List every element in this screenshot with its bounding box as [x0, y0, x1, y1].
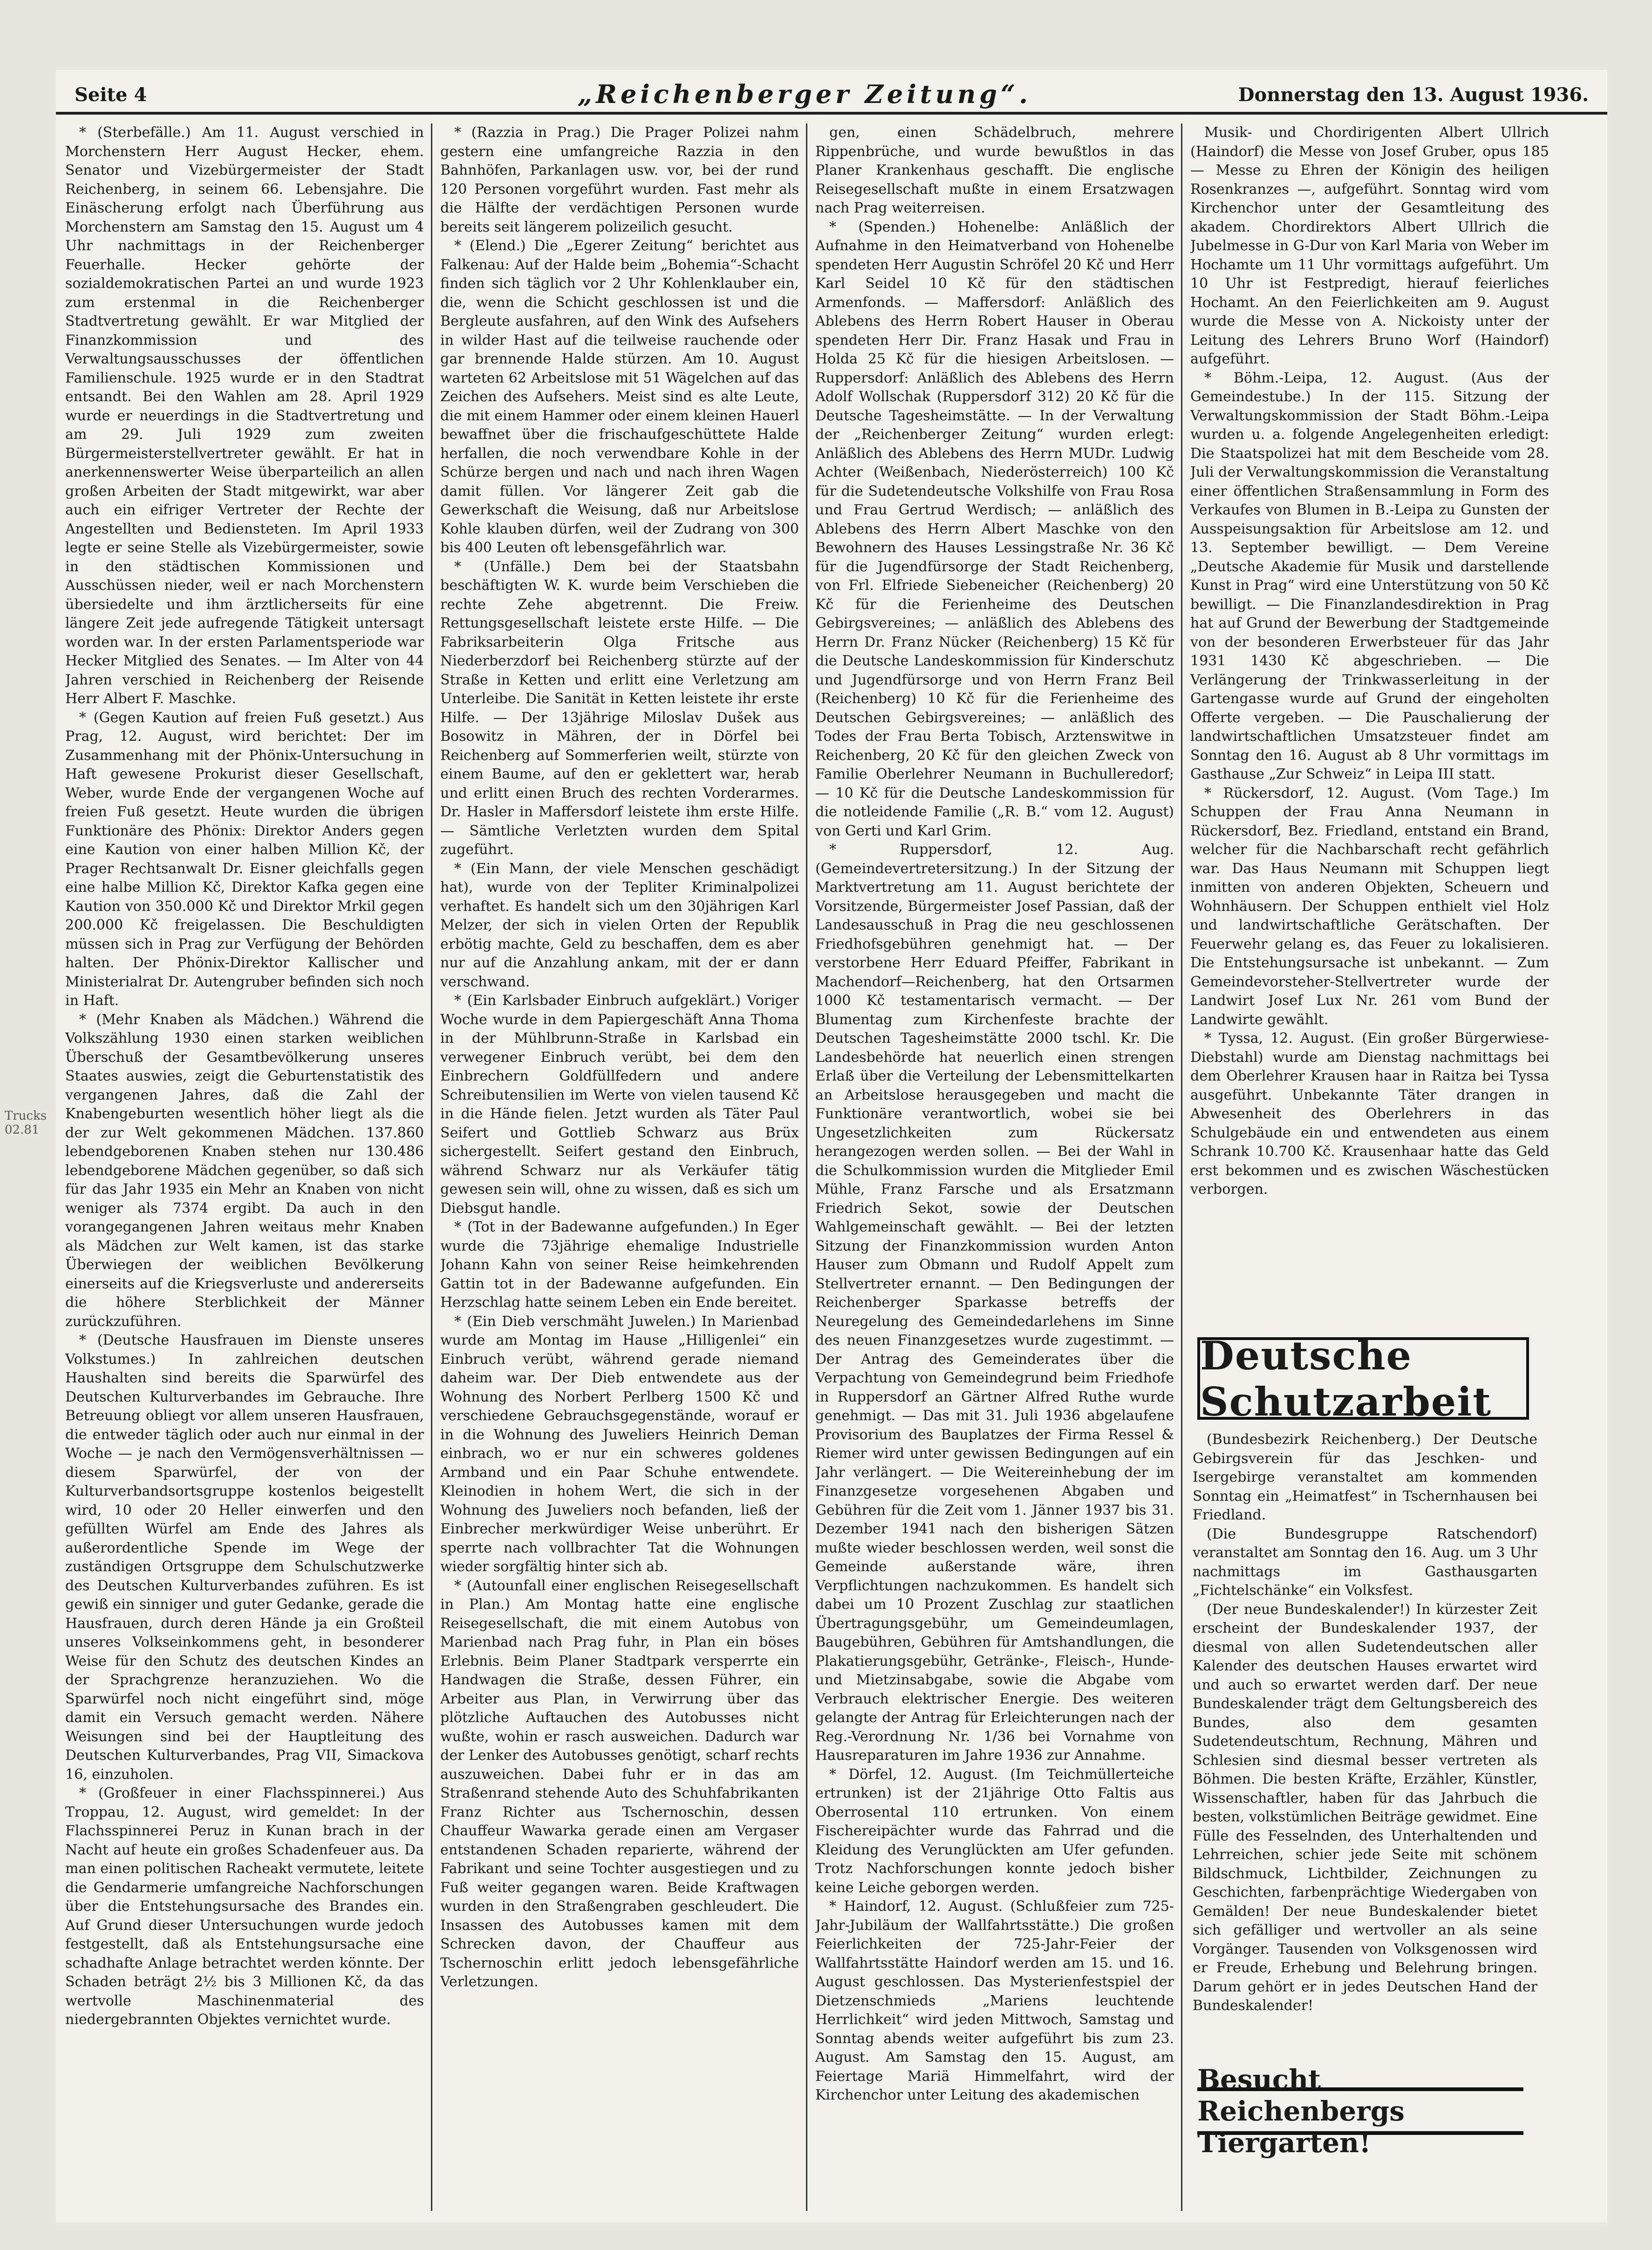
article-autounfall-cont: gen, einen Schädelbruch, mehrere Rippenbrüche, und wurde bewußtlos in das Planer Krankenhaus geschafft. Die englische Reisegesellschaft mußte in einem Ersatzwagen nach Prag weiterreisen.	[815, 124, 1174, 216]
article-razzia: * (Razzia in Prag.) Die Prager Polizei nahm gestern eine umfangreiche Razzia in den Bahnhöfen, Parkanlagen usw. vor, bei der rund 120 Personen vorgeführt wurden. Fast mehr als die Hälfte der verdächtigen Personen wurde bereits seit längerem polizeilich gesucht.	[440, 124, 799, 235]
article-tyssa: * Tyssa, 12. August. (Ein großer Bürgerwiese-Diebstahl) wurde am Dienstag nachmittags bei dem Oberlehrer Krausen haar in Raitza bei Tyssa ausgeführt. Unbekannte Täter drangen in Abwesenheit des Oberlehrers in das Schulgebäude ein und entwendeten aus einem Schrank 10.700 Kč. Krausenhaar hatte das Geld erst bekommen und es zwischen Wäschestücken verborgen.	[1190, 1030, 1549, 1197]
article-haindorf-cont: Musik- und Chordirigenten Albert Ullrich (Haindorf) die Messe von Josef Gruber, opus 185 — Messe zu Ehren der Königin des heiligen Rosenkranzes —, aufgeführt. Sonntag wird vom Kirchenchor unter der Gesamtleitung des akadem. Chordirektors Albert Ullrich die Jubelmesse in G-Dur von Karl Maria von Weber im Hochamte um 11 Uhr vormittags aufgeführt. Um 10 Uhr ist Festpredigt, hierauf feierliches Hochamt. An den Feierlichkeiten am 9. August wurde die Messe von A. Nickoisty unter der Leitung des Lehrers Bruno Worf (Haindorf) aufgeführt.	[1190, 124, 1549, 367]
column-rule	[1181, 123, 1182, 2211]
issue-date: Donnerstag den 13. August 1936.	[1238, 84, 1589, 106]
column-1	[65, 123, 424, 2211]
column-4	[1190, 123, 1549, 1265]
newspaper-page	[56, 70, 1607, 2223]
ad-banner-schutzarbeit: Deutsche Schutzarbeit	[1197, 1337, 1529, 1420]
article-doerfel: * Dörfel, 12. August. (Im Teichmüllerteiche ertrunken) ist der 21jährige Otto Faltis aus Oberrosental 110 ertrunken. Von einem Fischereipächter wurde das Fahrrad und die Kleidung des Verunglückten am Ufer gefunden. Trotz Nachforschungen konnte jedoch bisher keine Leiche geborgen werden.	[815, 1766, 1174, 1896]
ad-banner-tiergarten: Besucht Reichenbergs Tiergarten!	[1197, 2087, 1523, 2135]
masthead-title: „Reichenberger Zeitung“.	[578, 79, 1031, 109]
column-4-bottom	[1193, 1430, 1537, 2073]
article-mann: * (Ein Mann, der viele Menschen geschädigt hat), wurde von der Tepliter Kriminalpolizei verhaftet. Es handelt sich um den 30jährigen Karl Melzer, der sich in vielen Orten der Republik erbötig machte, Geld zu beschaffen, dem es aber nur auf die Anzahlung ankam, mit der er dann verschwand.	[440, 860, 799, 990]
article-spenden: * (Spenden.) Hohenelbe: Anläßlich der Aufnahme in den Heimatverband von Hohenelbe spendeten Herr Augustin Schröfel 20 Kč und Herr Karl Seidel 10 Kč für den städtischen Armenfonds. — Maffersdorf: Anläßlich des Ablebens des Herrn Robert Hauser in Oberau spendeten Herr Dir. Franz Hasak und Frau in Holda 25 Kč für die hiesigen Arbeitslosen. — Ruppersdorf: Anläßlich des Ablebens des Herrn Adolf Wollschak (Ruppersdorf 312) 20 Kč für die Deutsche Tagesheimstätte. — In der Verwaltung der „Reichenberger Zeitung“ wurden erlegt: Anläßlich des Ablebens des Herrn MUDr. Ludwig Achter (Weißenbach, Niederösterreich) 100 Kč für die Sudetendeutsche Volkshilfe von Frau Rosa und Frau Gertrud Werdisch; — anläßlich des Ablebens des Herrn Albert Maschke von den Bewohnern des Hauses Lessingstraße Nr. 36 Kč für die Jugendfürsorge der Stadt Reichenberg, von Frl. Elfriede Siebeneicher (Reichenberg) 20 Kč für die Ferienheime des Deutschen Gebirgsvereines; — anläßlich des Ablebens des Herrn Dr. Franz Nücker (Reichenberg) 15 Kč für die Deutsche Landeskommission für Kinderschutz und Jugendfürsorge und von Herrn Franz Beil (Reichenberg) 10 Kč für die Ferienheime des Deutschen Gebirgsvereines; — anläßlich des Todes der Frau Berta Tobisch, Arztenswitwe in Reichenberg, 20 Kč für den gleichen Zweck von Familie Oberlehrer Neumann in Buchulleredorf; — 10 Kč für die Deutsche Landeskommission für die notleidende Familie („R. B.“ vom 12. August) von Gerti und Karl Grim.	[815, 219, 1174, 839]
article-knaben: * (Mehr Knaben als Mädchen.) Während die Volkszählung 1930 einen starken weiblichen Überschuß der Gesamtbevölkerung unseres Staates auswies, zeigt die Geburtenstatistik des vergangenen Jahres, daß die Zahl der Knabengeburten wesentlich höher liegt als die der zur Welt gekommenen Mädchen. 137.860 lebendgeborenen Knaben stehen nur 130.486 lebendgeborene Mädchen gegenüber, so daß sich für das Jahr 1935 ein Mehr an Knaben von nicht weniger als 7374 ergibt. Da auch in den vorangegangenen Jahren weitaus mehr Knaben als Mädchen zur Welt kamen, ist das starke Überwiegen der weiblichen Bevölkerung einerseits auf die Kriegsverluste und andererseits die höhere Sterblichkeit der Männer zurückzuführen.	[65, 1011, 424, 1330]
column-3	[815, 123, 1174, 2211]
article-sterbefaelle: * (Sterbefälle.) Am 11. August verschied in Morchenstern Herr August Hecker, ehem. Senator und Vizebürgermeister der Stadt Reichenberg, in seinem 66. Lebensjahre. Die Einäscherung erfolgt nach Überführung aus Morchenstern am Samstag den 15. August um 4 Uhr nachmittags in der Reichenberger Feuerhalle. Hecker gehörte der sozialdemokratischen Partei an und wurde 1923 zum erstenmal in die Reichenberger Stadtvertretung gewählt. Er war Mitglied der Finanzkommission und des Verwaltungsausschusses der öffentlichen Familienschule. 1925 wurde er in den Stadtrat entsandt. Bei den Wahlen am 28. April 1929 wurde er neuerdings in die Stadtvertretung und am 29. Juli 1929 zum zweiten Bürgermeisterstellvertreter gewählt. Er hat in anerkennenswerter Weise überparteilich an allen großen Arbeiten der Stadt mitgewirkt, war aber auch ein eifriger Vertreter der Rechte der Angestellten und Bediensteten. Im April 1933 legte er seine Stelle als Vizebürgermeister, sowie in den städtischen Kommissionen und Ausschüssen nieder, weil er nach Morchenstern übersiedelte und ihm ärztlicherseits für eine längere Zeit jede aufregende Tätigkeit untersagt worden war. In der ersten Parlamentsperiode war Hecker Mitglied des Senates. — Im Alter von 44 Jahren verschied in Reichenberg der Reisende Herr Albert F. Maschke.	[65, 124, 424, 707]
article-grossfeuer: * (Großfeuer in einer Flachsspinnerei.) Aus Troppau, 12. August, wird gemeldet: In der Flachsspinnerei Peruz in Kunan brach in der Nacht auf heute ein großes Schadenfeuer aus. Da man einen politischen Racheakt vermutete, leitete die Gendarmerie umfangreiche Nachforschungen über die Entstehungsursache des Brandes ein. Auf Grund dieser Untersuchungen wurde jedoch festgestellt, daß als Entstehungsursache eine schadhafte Anlage betrachtet werden könnte. Der Schaden beträgt 2½ bis 3 Millionen Kč, da das wertvolle Maschinenmaterial des niedergebrannten Objektes vernichtet wurde.	[65, 1785, 424, 2028]
margin-note: Trucks 02.81	[5, 1109, 47, 1137]
article-ruppersdorf: * Ruppersdorf, 12. Aug. (Gemeindevertretersitzung.) In der Sitzung der Marktvertretung am 11. August berichtete der Vorsitzende, Bürgermeister Josef Passian, daß der Landesausschuß in Prag die neu geschlossenen Friedhofsgebühren genehmigt hat. — Der verstorbene Herr Eduard Pfeiffer, Fabrikant in Machendorf—Reichenberg, hat den Ortsarmen 1000 Kč testamentarisch vermacht. — Der Blumentag zum Kirchenfeste brachte der Deutschen Tagesheimstätte 2000 tschl. Kr. Die Landesbehörde hat neuerlich einen strengen Erlaß über die Verteilung der Lebensmittelkarten an Arbeitslose herausgegeben und macht die Funktionäre verantwortlich, wobei sie bei Ungesetzlichkeiten zum Rückersatz herangezogen werden sollen. — Bei der Wahl in die Schulkommission wurden die Mitglieder Emil Mühle, Franz Farsche und als Ersatzmann Friedrich Sekot, sowie der Deutschen Wahlgemeinschaft gewählt. — Bei der letzten Sitzung der Finanzkommission wurden Anton Hauser zum Obmann und Rudolf Appelt zum Stellvertreter ernannt. — Den Bedingungen der Reichenberger Sparkasse betreffs der Neuregelung des Gemeindedarlehens im Sinne des neuen Finanzgesetzes wurde zugestimmt. — Der Antrag des Gemeinderates über die Verpachtung von Gemeindegrund beim Friedhofe in Ruppersdorf an Gärtner Alfred Ruthe wurde genehmigt. — Das mit 31. Juli 1936 abgelaufene Provisorium des Bauplatzes der Firma Ressel & Riemer wird unter gewissen Bedingungen auf ein Jahr verlängert. — Die Weitereinhebung der im Finanzgesetze vorgesehenen Abgaben und Gebühren für die Zeit vom 1. Jänner 1937 bis 31. Dezember 1941 nach den bisherigen Sätzen mußte wieder beschlossen werden, weil sonst die Gemeinde außerstande wäre, ihren Verpflichtungen nachzukommen. Es handelt sich dabei um 10 Prozent Zuschlag zur staatlichen Übertragungsgebühr, um Gemeindeumlagen, Baugebühren, Gebühren für Amtshandlungen, die Plakatierungsgebühr, Getränke-, Fleisch-, Hunde- und Mietzinsabgabe, sowie die Abgabe vom Verbrauch elektrischer Energie. Des weiteren gelangte der Antrag für Erleichterungen nach der Reg.-Verordnung Nr. 1/36 bei Vornahme von Hausreparaturen im Jahre 1936 zur Annahme.	[815, 841, 1174, 1764]
notice-ratschendorf: (Die Bundesgruppe Ratschendorf) veranstaltet am Sonntag den 16. Aug. um 3 Uhr nachmittags im Gasthausgarten „Fichtelschänke“ ein Volksfest.	[1193, 1525, 1537, 1599]
notice-bundesbezirk: (Bundesbezirk Reichenberg.) Der Deutsche Gebirgsverein für das Jeschken- und Isergebirge veranstaltet am kommenden Sonntag ein „Heimatfest“ in Tschernhausen bei Friedland.	[1193, 1431, 1537, 1523]
page-number: Seite 4	[75, 84, 147, 106]
page-header	[56, 79, 1607, 115]
scan-top-strip	[0, 0, 1652, 65]
article-unfaelle: * (Unfälle.) Dem bei der Staatsbahn beschäftigten W. K. wurde beim Verschieben die rechte Zehe abgetrennt. Die Freiw. Rettungsgesellschaft leistete erste Hilfe. — Die Fabriksarbeiterin Olga Fritsche aus Niederberzdorf bei Reichenberg stürzte auf der Straße in Ketten und erlitt eine Verletzung am Unterleibe. Die Sanität in Ketten leistete ihr erste Hilfe. — Der 13jährige Miloslav Dušek aus Bosowitz in Mähren, der in Dörfel bei Reichenberg auf Sommerferien weilt, stürzte von einem Baume, auf den er geklettert war, herab und erlitt einen Bruch des rechten Vorderarmes. Dr. Hasler in Maffersdorf leistete ihm erste Hilfe. — Sämtliche Verletzten wurden dem Spital zugeführt.	[440, 558, 799, 858]
column-rule	[431, 123, 432, 2211]
column-rule	[806, 123, 807, 2211]
article-hausfrauen: * (Deutsche Hausfrauen im Dienste unseres Volkstumes.) In zahlreichen deutschen Haushalten sind bereits die Sparwürfel des Deutschen Kulturverbandes im Gebrauche. Ihre Betreuung obliegt vor allem unseren Hausfrauen, die entweder täglich oder auch nur einmal in der Woche — je nach den Vermögensverhältnissen — diesem Sparwürfel, der von der Kulturverbandsortsgruppe kostenlos beigestellt wird, 10 oder 20 Heller einwerfen und den gefüllten Würfel am Ende des Jahres als außerordentliche Spende im Wege der zuständigen Ortsgruppe dem Schulschutzwerke des Deutschen Kulturverbandes zuführen. Es ist gewiß ein sinniger und guter Gedanke, gerade die Hausfrauen, durch deren Hände ja ein Großteil unseres Volkseinkommens geht, in besonderer Weise für den Schutz des deutschen Kindes an der Sprachgrenze heranzuziehen. Wo die Sparwürfel noch nicht eingeführt sind, möge damit ein Versuch gemacht werden. Nähere Weisungen sind bei der Hauptleitung des Deutschen Kulturverbandes, Prag VII, Simackova 16, einzuholen.	[65, 1332, 424, 1783]
article-rueckersdorf: * Rückersdorf, 12. August. (Vom Tage.) Im Schuppen der Frau Anna Neumann in Rückersdorf, Bez. Friedland, entstand ein Brand, welcher für die Nachbarschaft recht gefährlich war. Das Haus Neumann mit Schuppen liegt inmitten von anderen Objekten, Scheuern und Wohnhäusern. Der Schuppen enthielt viel Holz und landwirtschaftliche Gerätschaften. Der Feuerwehr gelang es, das Feuer zu lokalisieren. Die Entstehungsursache ist unbekannt. — Zum Gemeindevorsteher-Stellvertreter wurde der Landwirt Josef Lux Nr. 261 vom Bund der Landwirte gewählt.	[1190, 785, 1549, 1028]
article-boehm-leipa: * Böhm.-Leipa, 12. August. (Aus der Gemeindestube.) In der 115. Sitzung der Verwaltungskommission der Stadt Böhm.-Leipa wurden u. a. folgende Angelegenheiten erledigt: Die Staatspolizei hat mit dem Bescheide vom 28. Juli der Verwaltungskommission die Veranstaltung einer öffentlichen Straßensammlung in Form des Verkaufes von Blumen in B.-Leipa zu Gunsten der Ausspeisungsaktion für Arbeitslose am 12. und 13. September bewilligt. — Dem Vereine „Deutsche Akademie für Musik und darstellende Kunst in Prag“ wird eine Unterstützung von 50 Kč bewilligt. — Die Finanzlandesdirektion in Prag hat auf Grund der Bewerbung der Stadtgemeinde von der besonderen Erwerbsteuer für das Jahr 1931 1430 Kč abgeschrieben. — Die Verlängerung der Trinkwasserleitung in der Gartengasse wurde auf Grund der eingeholten Offerte vergeben. — Die Pauschalierung der landwirtschaftlichen Umsatzsteuer findet am Sonntag den 16. August ab 8 Uhr vormittags im Gasthause „Zur Schweiz“ in Leipa III statt.	[1190, 369, 1549, 782]
article-autounfall: * (Autounfall einer englischen Reisegesellschaft in Plan.) Am Montag hatte eine englische Reisegesellschaft, die mit einem Autobus von Marienbad nach Prag fuhr, in Plan ein böses Erlebnis. Beim Planer Stadtpark versperrte ein Handwagen die Straße, dessen Führer, ein Arbeiter aus Plan, in Verwirrung über das plötzliche Auftauchen des Autobusses nicht wußte, wohin er rasch ausweichen. Dadurch war der Lenker des Autobusses genötigt, scharf rechts auszuweichen. Dabei fuhr er in das am Straßenrand stehende Auto des Schuhfabrikanten Franz Richter aus Tschernoschin, dessen Chauffeur Wawarka gerade einen am Vergaser entstandenen Schaden reparierte, während der Fabrikant und seine Tochter ausgestiegen und zu Fuß weiter gegangen waren. Beide Kraftwagen wurden in den Straßengraben geschleudert. Die Insassen des Autobusses kamen mit dem Schrecken davon, der Chauffeur aus Tschernoschin erlitt jedoch lebensgefährliche Verletzungen.	[440, 1577, 799, 1990]
article-elend: * (Elend.) Die „Egerer Zeitung“ berichtet aus Falkenau: Auf der Halde beim „Bohemia“-Schacht finden sich täglich vor 2 Uhr Kohlenklauber ein, die, wenn die Schicht geschlossen ist und die Bergleute ausfahren, auf den Wink des Aufsehers in wilder Hast auf die teilweise rauchende oder gar brennende Halde stürzen. Am 10. August warteten 62 Arbeitslose mit 51 Wägelchen auf das Zeichen des Aufsehers. Meist sind es alte Leute, die mit einem Hammer oder einem kleinen Hauerl bewaffnet über die frischaufgeschüttete Halde herfallen, die noch verwendbare Kohle in der Schürze bergen und nach und nach ihren Wagen damit füllen. Vor längerer Zeit gab die Gewerkschaft die Weisung, daß nur Arbeitslose Kohle klauben dürfen, weil der Zudrang von 300 bis 400 Leuten oft lebensgefährlich war.	[440, 238, 799, 556]
article-badewanne: * (Tot in der Badewanne aufgefunden.) In Eger wurde die 73jährige ehemalige Industrielle Johann Kahn von seiner Reise heimkehrenden Gattin tot in der Badewanne aufgefunden. Ein Herzschlag hatte seinem Leben ein Ende bereitet.	[440, 1219, 799, 1311]
notice-bundeskalender: (Der neue Bundeskalender!) In kürzester Zeit erscheint der Bundeskalender 1937, der diesmal von allen Sudetendeutschen aller Kalender des deutschen Hauses erwartet wird und auch so erwartet werden darf. Der neue Bundeskalender trägt dem Geltungsbereich des Bundes, also dem gesamten Sudetendeutschtum, Rechnung, Mähren und Schlesien sind diesmal besser vertreten als Böhmen. Die besten Kräfte, Erzähler, Künstler, Wissenschaftler, haben für das Jahrbuch die besten, volkstümlichen Beiträge gewidmet. Eine Fülle des Fesselnden, des Unterhaltenden und Lehrreichen, schier jede Seite mit schönem Bildschmuck, Lichtbilder, Zeichnungen zu Geschichten, farbenprächtige Wiedergaben von Gemälden! Der neue Bundeskalender bietet sich gefälliger und wertvoller an als seine Vorgänger. Tausenden von Volksgenossen wird er Freude, Erhebung und Belehrung bringen. Darum gehört er in jedes Deutschen Hand der Bundeskalender!	[1193, 1601, 1537, 2014]
column-2	[440, 123, 799, 2211]
article-kaution: * (Gegen Kaution auf freien Fuß gesetzt.) Aus Prag, 12. August, wird berichtet: Der im Zusammenhang mit der Phönix-Untersuchung in Haft gewesene Prokurist dieser Gesellschaft, Weber, wurde Ende der vergangenen Woche auf freien Fuß gesetzt. Heute wurden die übrigen Funktionäre des Phönix: Direktor Anders gegen eine Kaution von einer halben Million Kč, der Prager Rechtsanwalt Dr. Eisner gleichfalls gegen eine halbe Million Kč, Direktor Kafka gegen eine Kaution von 350.000 Kč und Direktor Mrkil gegen 200.000 Kč freigelassen. Die Beschuldigten müssen sich in Prag zur Verfügung der Behörden halten. Der Phönix-Direktor Kallischer und Ministerialrat Dr. Autengruber befinden sich noch in Haft.	[65, 709, 424, 1009]
article-einbruch: * (Ein Karlsbader Einbruch aufgeklärt.) Voriger Woche wurde in dem Papiergeschäft Anna Thoma in der Mühlbrunn-Straße in Karlsbad ein verwegener Einbruch verübt, bei dem den Einbrechern Goldfüllfedern und andere Schreibutensilien im Werte von vielen tausend Kč in die Hände fielen. Jetzt wurden als Täter Paul Seifert und Gottlieb Schwarz aus Brüx sichergestellt. Seifert gestand den Einbruch, während Schwarz nur als Verkäufer tätig gewesen sein will, ohne zu wissen, daß es sich um Diebsgut handle.	[440, 992, 799, 1217]
article-haindorf: * Haindorf, 12. August. (Schlußfeier zum 725-Jahr-Jubiläum der Wallfahrtsstätte.) Die großen Feierlichkeiten der 725-Jahr-Feier der Wallfahrtsstätte Haindorf werden am 15. und 16. August geschlossen. Das Mysterienfestspiel der Dietzenschmieds „Mariens leuchtende Herrlichkeit“ wird jeden Mittwoch, Samstag und Sonntag abends weiter aufgeführt bis zum 23. August. Am Samstag den 15. August, am Feiertage Mariä Himmelfahrt, wird der Kirchenchor unter Leitung des akademischen	[815, 1898, 1174, 2103]
article-dieb: * (Ein Dieb verschmäht Juwelen.) In Marienbad wurde am Montag im Hause „Hilligenlei“ ein Einbruch verübt, während gerade niemand daheim war. Der Dieb entwendete aus der Wohnung des Norbert Perlberg 1500 Kč und verschiedene Gebrauchsgegenstände, worauf er in die Wohnung des Juweliers Heinrich Deman einbrach, wo er nur ein schweres goldenes Armband und ein Paar Schuhe entwendete. Kleinodien in hohem Wert, die sich in der Wohnung des Juweliers noch befanden, ließ der Einbrecher merkwürdiger Weise unberührt. Er sperrte nach vollbrachter Tat die Wohnungen wieder sorgfältig hinter sich ab.	[440, 1313, 799, 1575]
